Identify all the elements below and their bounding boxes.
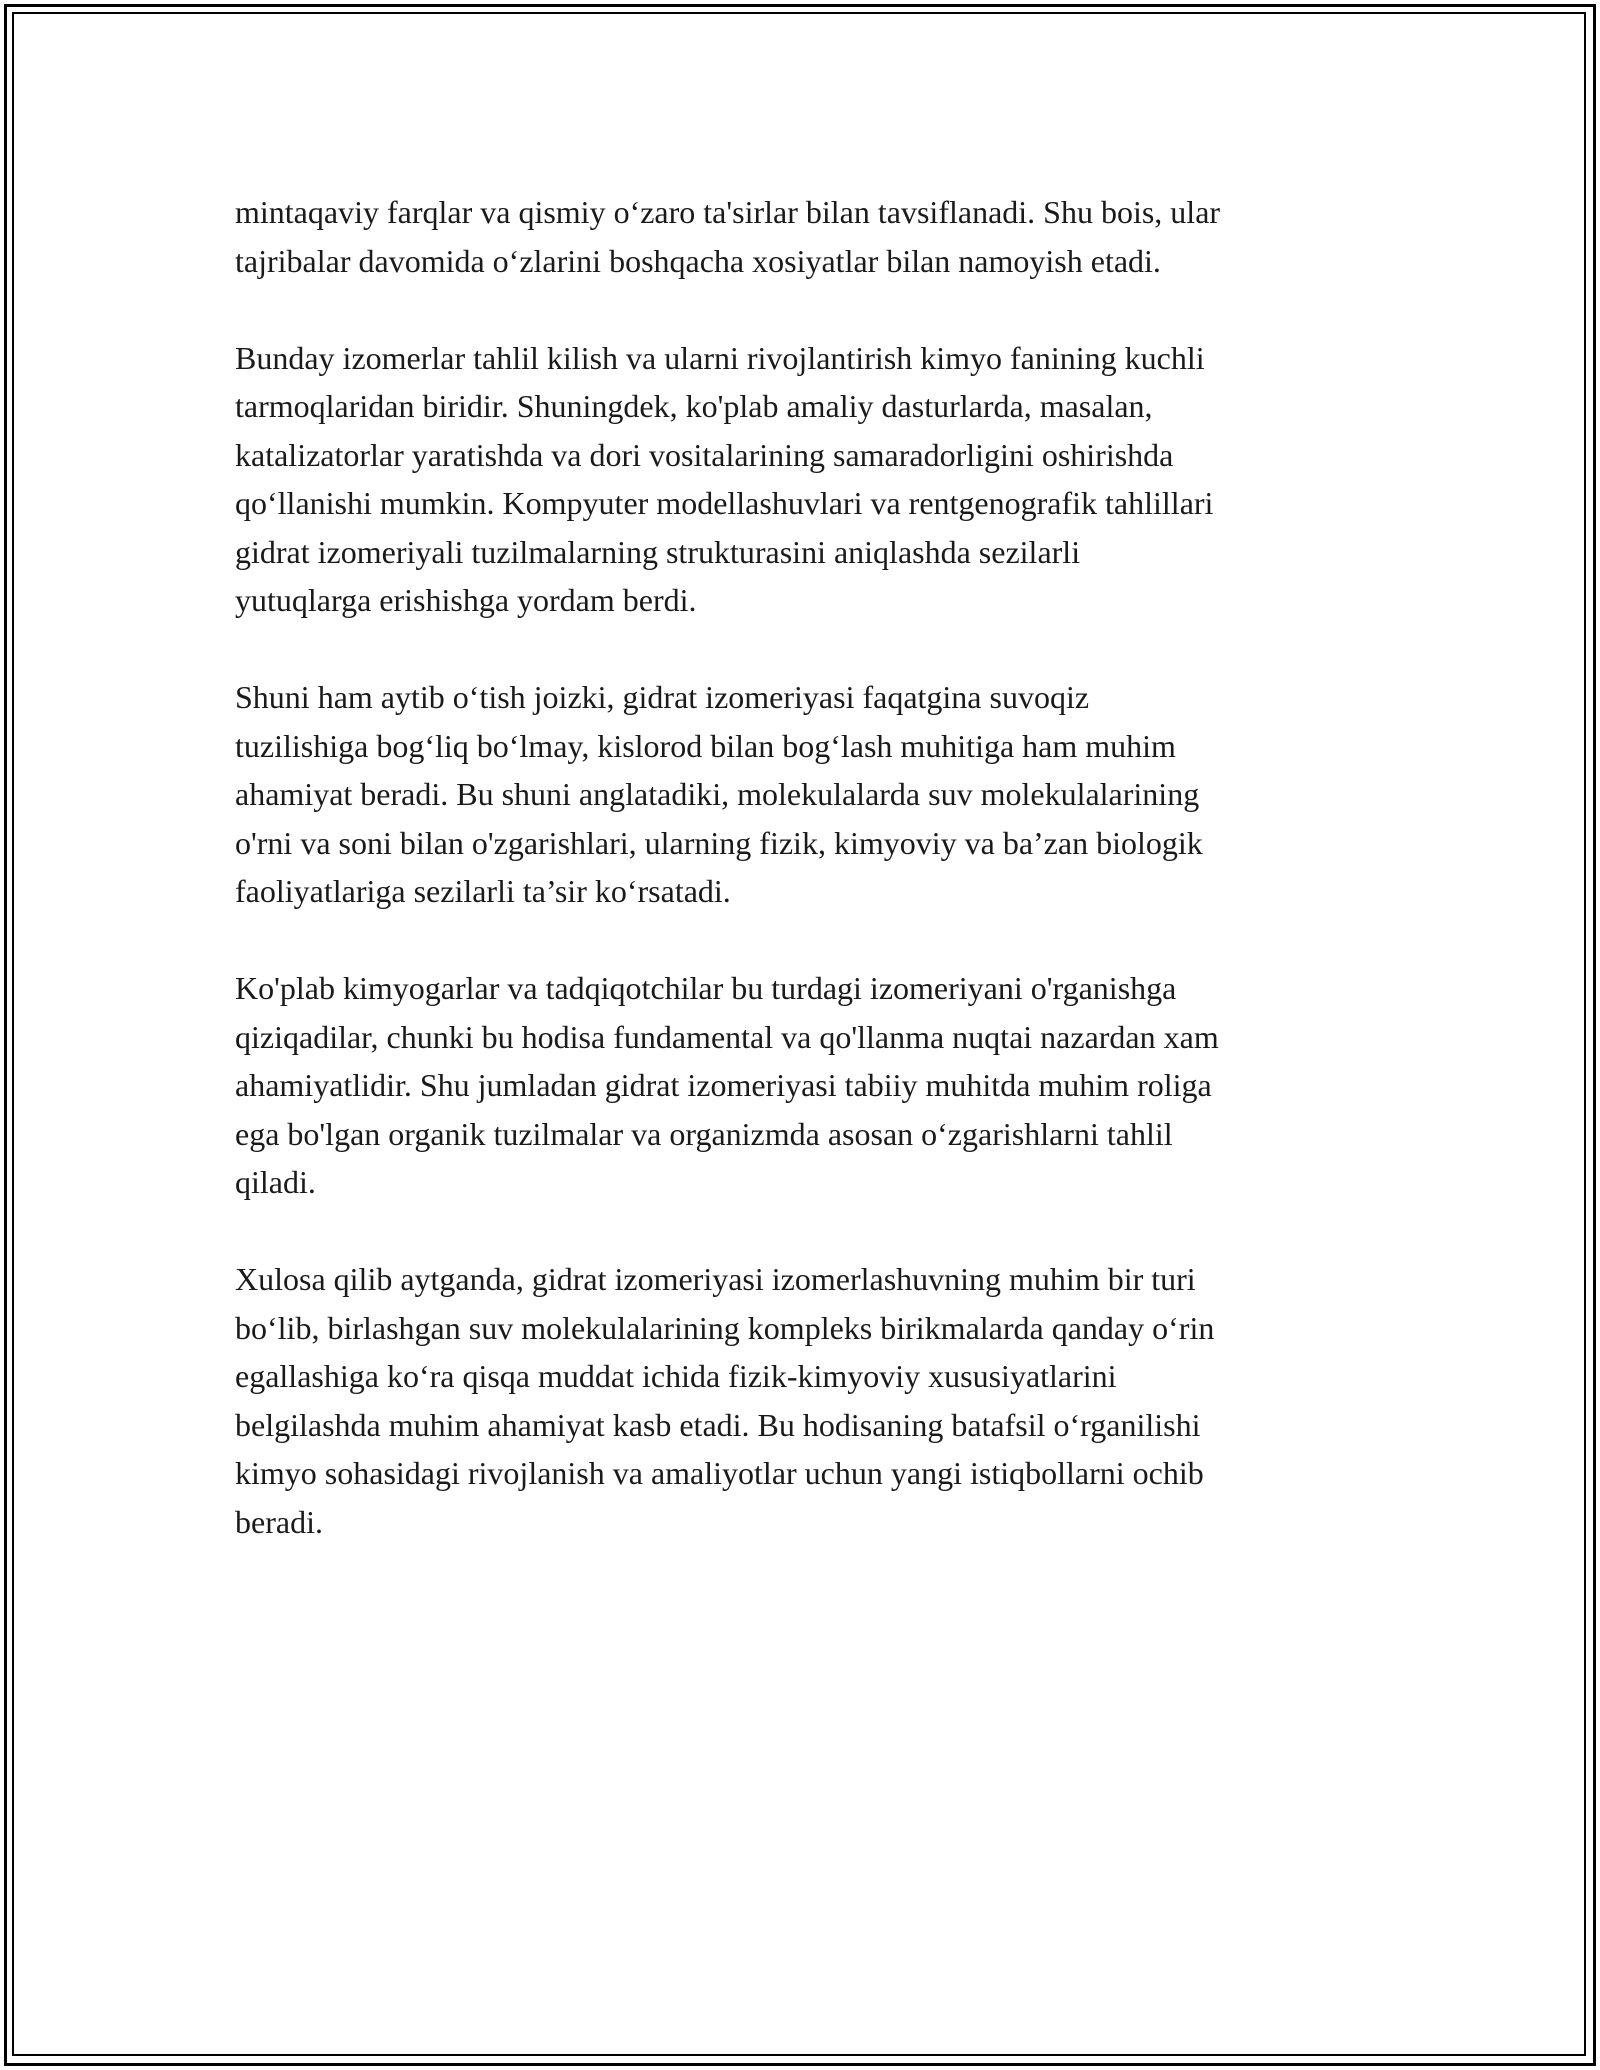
paragraph-4: Ko'plab kimyogarlar va tadqiqotchilar bu turdagi izomeriyani o'rganishga qiziqadilar, chunki bu hodisa fundamental va qo'llanma nuqtai nazardan xam ahamiyatlidir. Shu jumladan gidrat izomeriyasi tabiiy muhitda muhim roliga ega bo'lgan organik tuzilmalar va organizmda asosan o‘zgarishlarni tahlil qiladi. [235,970,1219,1200]
paragraph-5: Xulosa qilib aytganda, gidrat izomeriyasi izomerlashuvning muhim bir turi bo‘lib, birlashgan suv molekulalarining kompleks birikmalarda qanday o‘rin egallashiga ko‘ra qisqa muddat ichida fizik-kimyoviy xususiyatlarini belgilashda muhim ahamiyat kasb etadi. Bu hodisaning batafsil o‘rganilishi kimyo sohasidagi rivojlanish va amaliyotlar uchun yangi istiqbollarni ochib beradi. [235,1261,1215,1540]
paragraph-2: Bunday izomerlar tahlil kilish va ularni rivojlantirish kimyo fanining kuchli tarmoqlaridan biridir. Shuningdek, ko'plab amaliy dasturlarda, masalan, katalizatorlar yaratishda va dori vositalarining samaradorligini oshirishda qo‘llanishi mumkin. Kompyuter modellashuvlari va rentgenografik tahlillari gidrat izomeriyali tuzilmalarning strukturasini aniqlashda sezilarli yutuqlarga erishishga yordam berdi. [235,339,1214,618]
paragraph-3: Shuni ham aytib o‘tish joizki, gidrat izomeriyasi faqatgina suvoqiz tuzilishiga bog‘liq bo‘lmay, kislorod bilan bog‘lash muhitiga ham muhim ahamiyat beradi. Bu shuni anglatadiki, molekulalarda suv molekulalarining o'rni va soni bilan o'zgarishlari, ularning fizik, kimyoviy va ba’zan biologik faoliyatlariga sezilarli ta’sir ko‘rsatadi. [235,679,1203,909]
paragraph-1: mintaqaviy farqlar va qismiy o‘zaro ta'sirlar bilan tavsiflanadi. Shu bois, ular tajribalar davomida o‘zlarini boshqacha xosiyatlar bilan namoyish etadi. [235,194,1221,279]
document-body [235,188,1370,1595]
